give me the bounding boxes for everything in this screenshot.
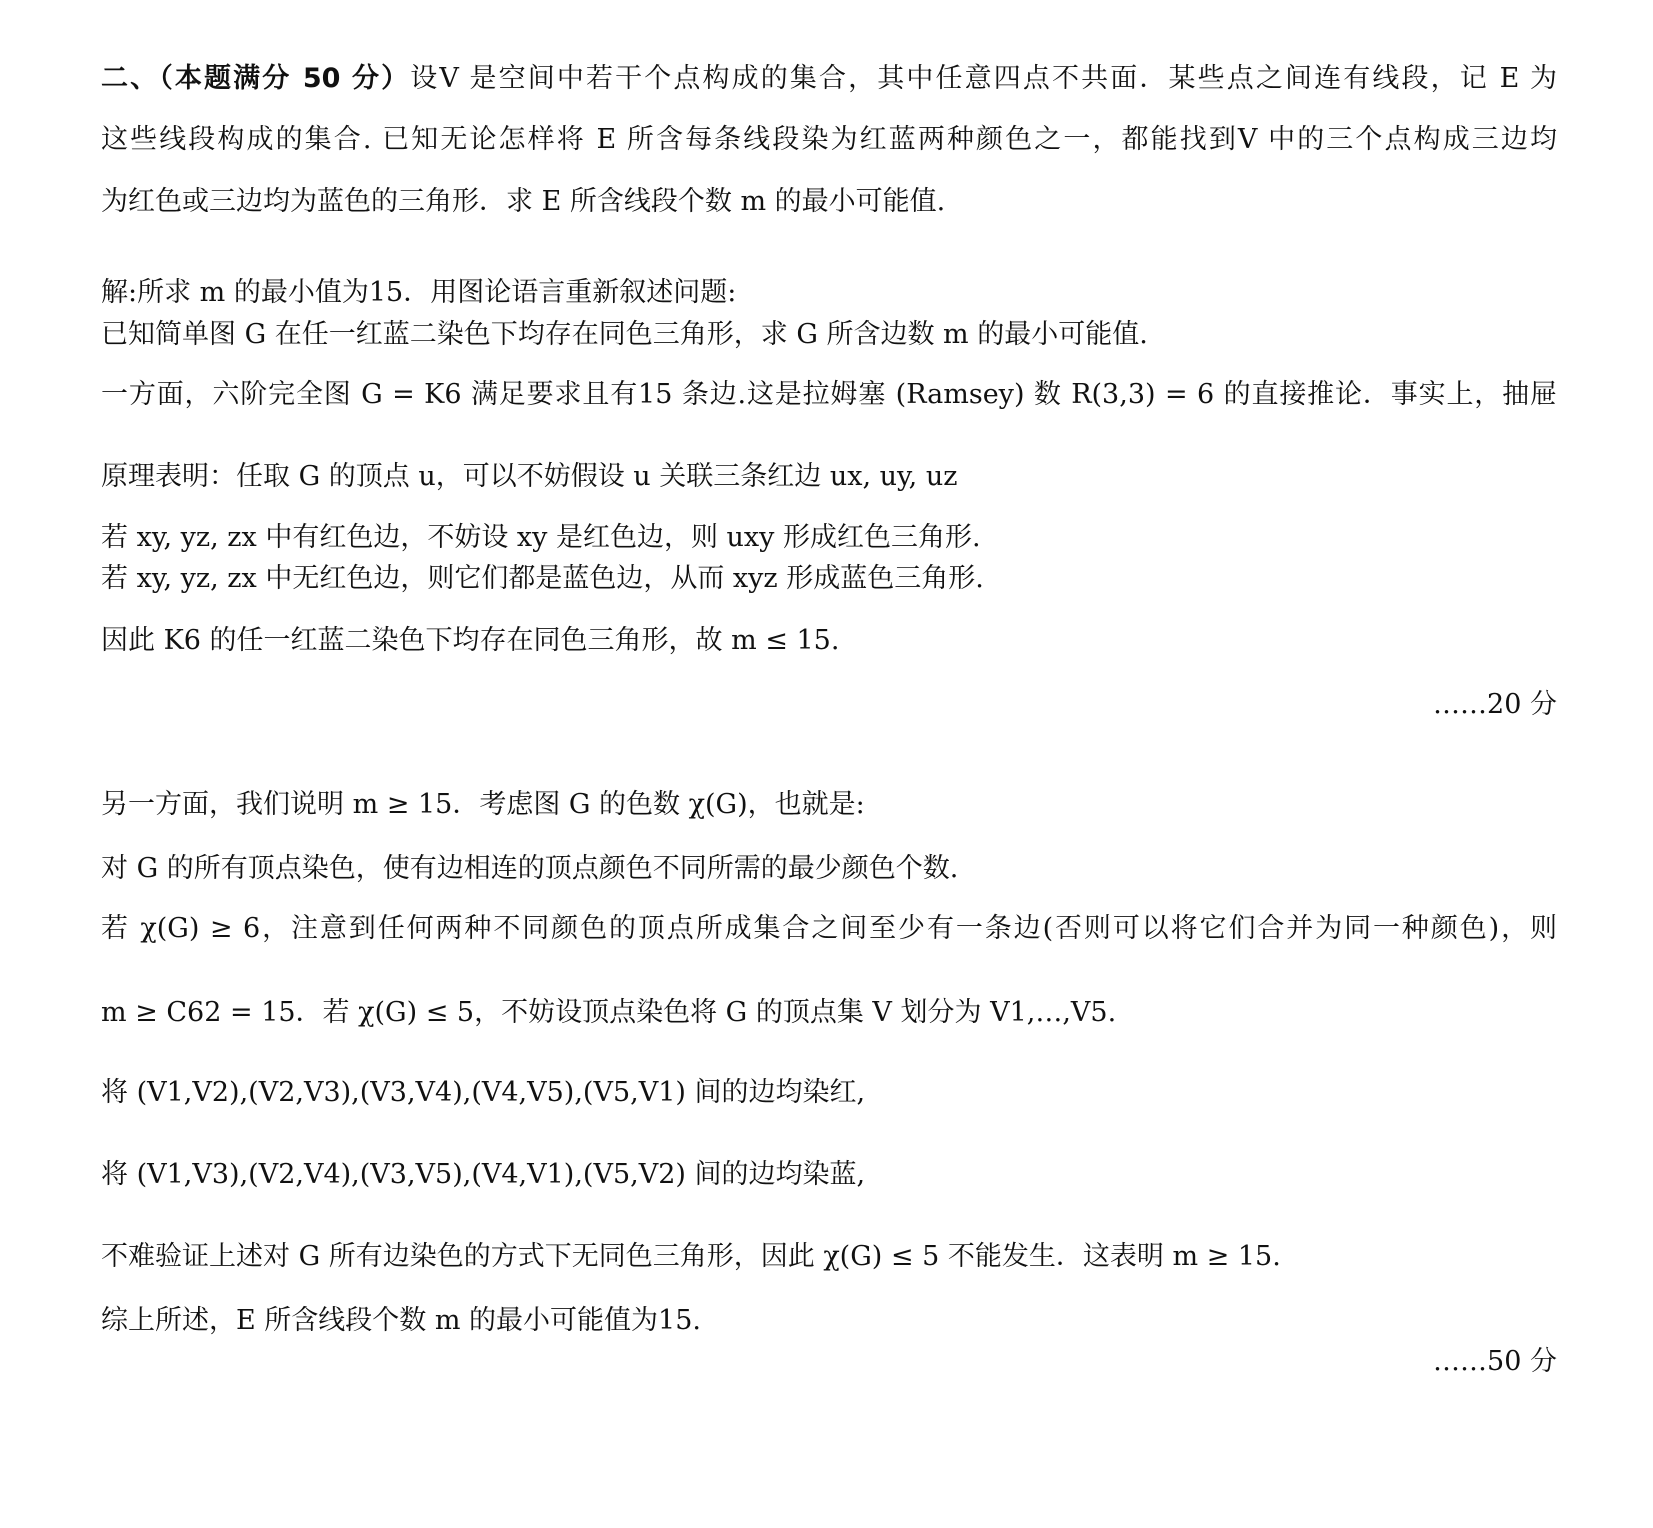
solution-line-7: 因此 K6 的任一红蓝二染色下均存在同色三角形，故 m ≤ 15. — [101, 625, 840, 656]
solution-line-14: 不难验证上述对 G 所有边染色的方式下无同色三角形，因此 χ(G) ≤ 5 不能发生．这表明 m ≥ 15. — [101, 1241, 1281, 1272]
solution-line-5: 若 xy, yz, zx 中有红色边，不妨设 xy 是红色边，则 uxy 形成红色三角形. — [101, 522, 981, 553]
solution-line-10: 若 χ(G) ≥ 6，注意到任何两种不同颜色的顶点所成集合之间至少有一条边(否则可以将它们合并为同一种颜色)，则 — [101, 913, 1557, 944]
solution-line-6: 若 xy, yz, zx 中无红色边，则它们都是蓝色边，从而 xyz 形成蓝色三角形. — [101, 563, 984, 594]
solution-line-3: 一方面，六阶完全图 G = K6 满足要求且有15 条边.这是拉姆塞 (Ramsey) 数 R(3,3) = 6 的直接推论．事实上，抽屉 — [101, 379, 1557, 410]
problem-heading: 二、（本题满分 50 分） — [101, 63, 411, 94]
solution-line-9: 对 G 的所有顶点染色，使有边相连的顶点颜色不同所需的最少颜色个数. — [101, 853, 959, 884]
solution-line-11: m ≥ C62 = 15．若 χ(G) ≤ 5，不妨设顶点染色将 G 的顶点集 V 划分为 V1,…,V5. — [101, 997, 1117, 1028]
score-20: ……20 分 — [1433, 689, 1557, 720]
score-50: ……50 分 — [1433, 1346, 1557, 1377]
problem-line-3: 为红色或三边均为蓝色的三角形．求 E 所含线段个数 m 的最小可能值. — [101, 186, 946, 217]
problem-line-1 — [101, 62, 1557, 96]
solution-line-4: 原理表明：任取 G 的顶点 u，可以不妨假设 u 关联三条红边 ux, uy, uz — [101, 461, 958, 492]
solution-line-15: 综上所述，E 所含线段个数 m 的最小可能值为15. — [101, 1305, 701, 1336]
solution-line-2: 已知简单图 G 在任一红蓝二染色下均存在同色三角形，求 G 所含边数 m 的最小可能值. — [101, 319, 1148, 350]
solution-line-8: 另一方面，我们说明 m ≥ 15．考虑图 G 的色数 χ(G)，也就是: — [101, 789, 865, 820]
solution-line-12: 将 (V1,V2),(V2,V3),(V3,V4),(V4,V5),(V5,V1) 间的边均染红, — [101, 1077, 866, 1108]
solution-line-1: 解:所求 m 的最小值为15．用图论语言重新叙述问题: — [101, 277, 737, 308]
problem-text-1: 设V 是空间中若干个点构成的集合，其中任意四点不共面．某些点之间连有线段，记 E 为 — [410, 63, 1557, 94]
solution-line-13: 将 (V1,V3),(V2,V4),(V3,V5),(V4,V1),(V5,V2) 间的边均染蓝, — [101, 1159, 866, 1190]
problem-line-2: 这些线段构成的集合. 已知无论怎样将 E 所含每条线段染为红蓝两种颜色之一，都能找到V 中的三个点构成三边均 — [101, 124, 1557, 155]
